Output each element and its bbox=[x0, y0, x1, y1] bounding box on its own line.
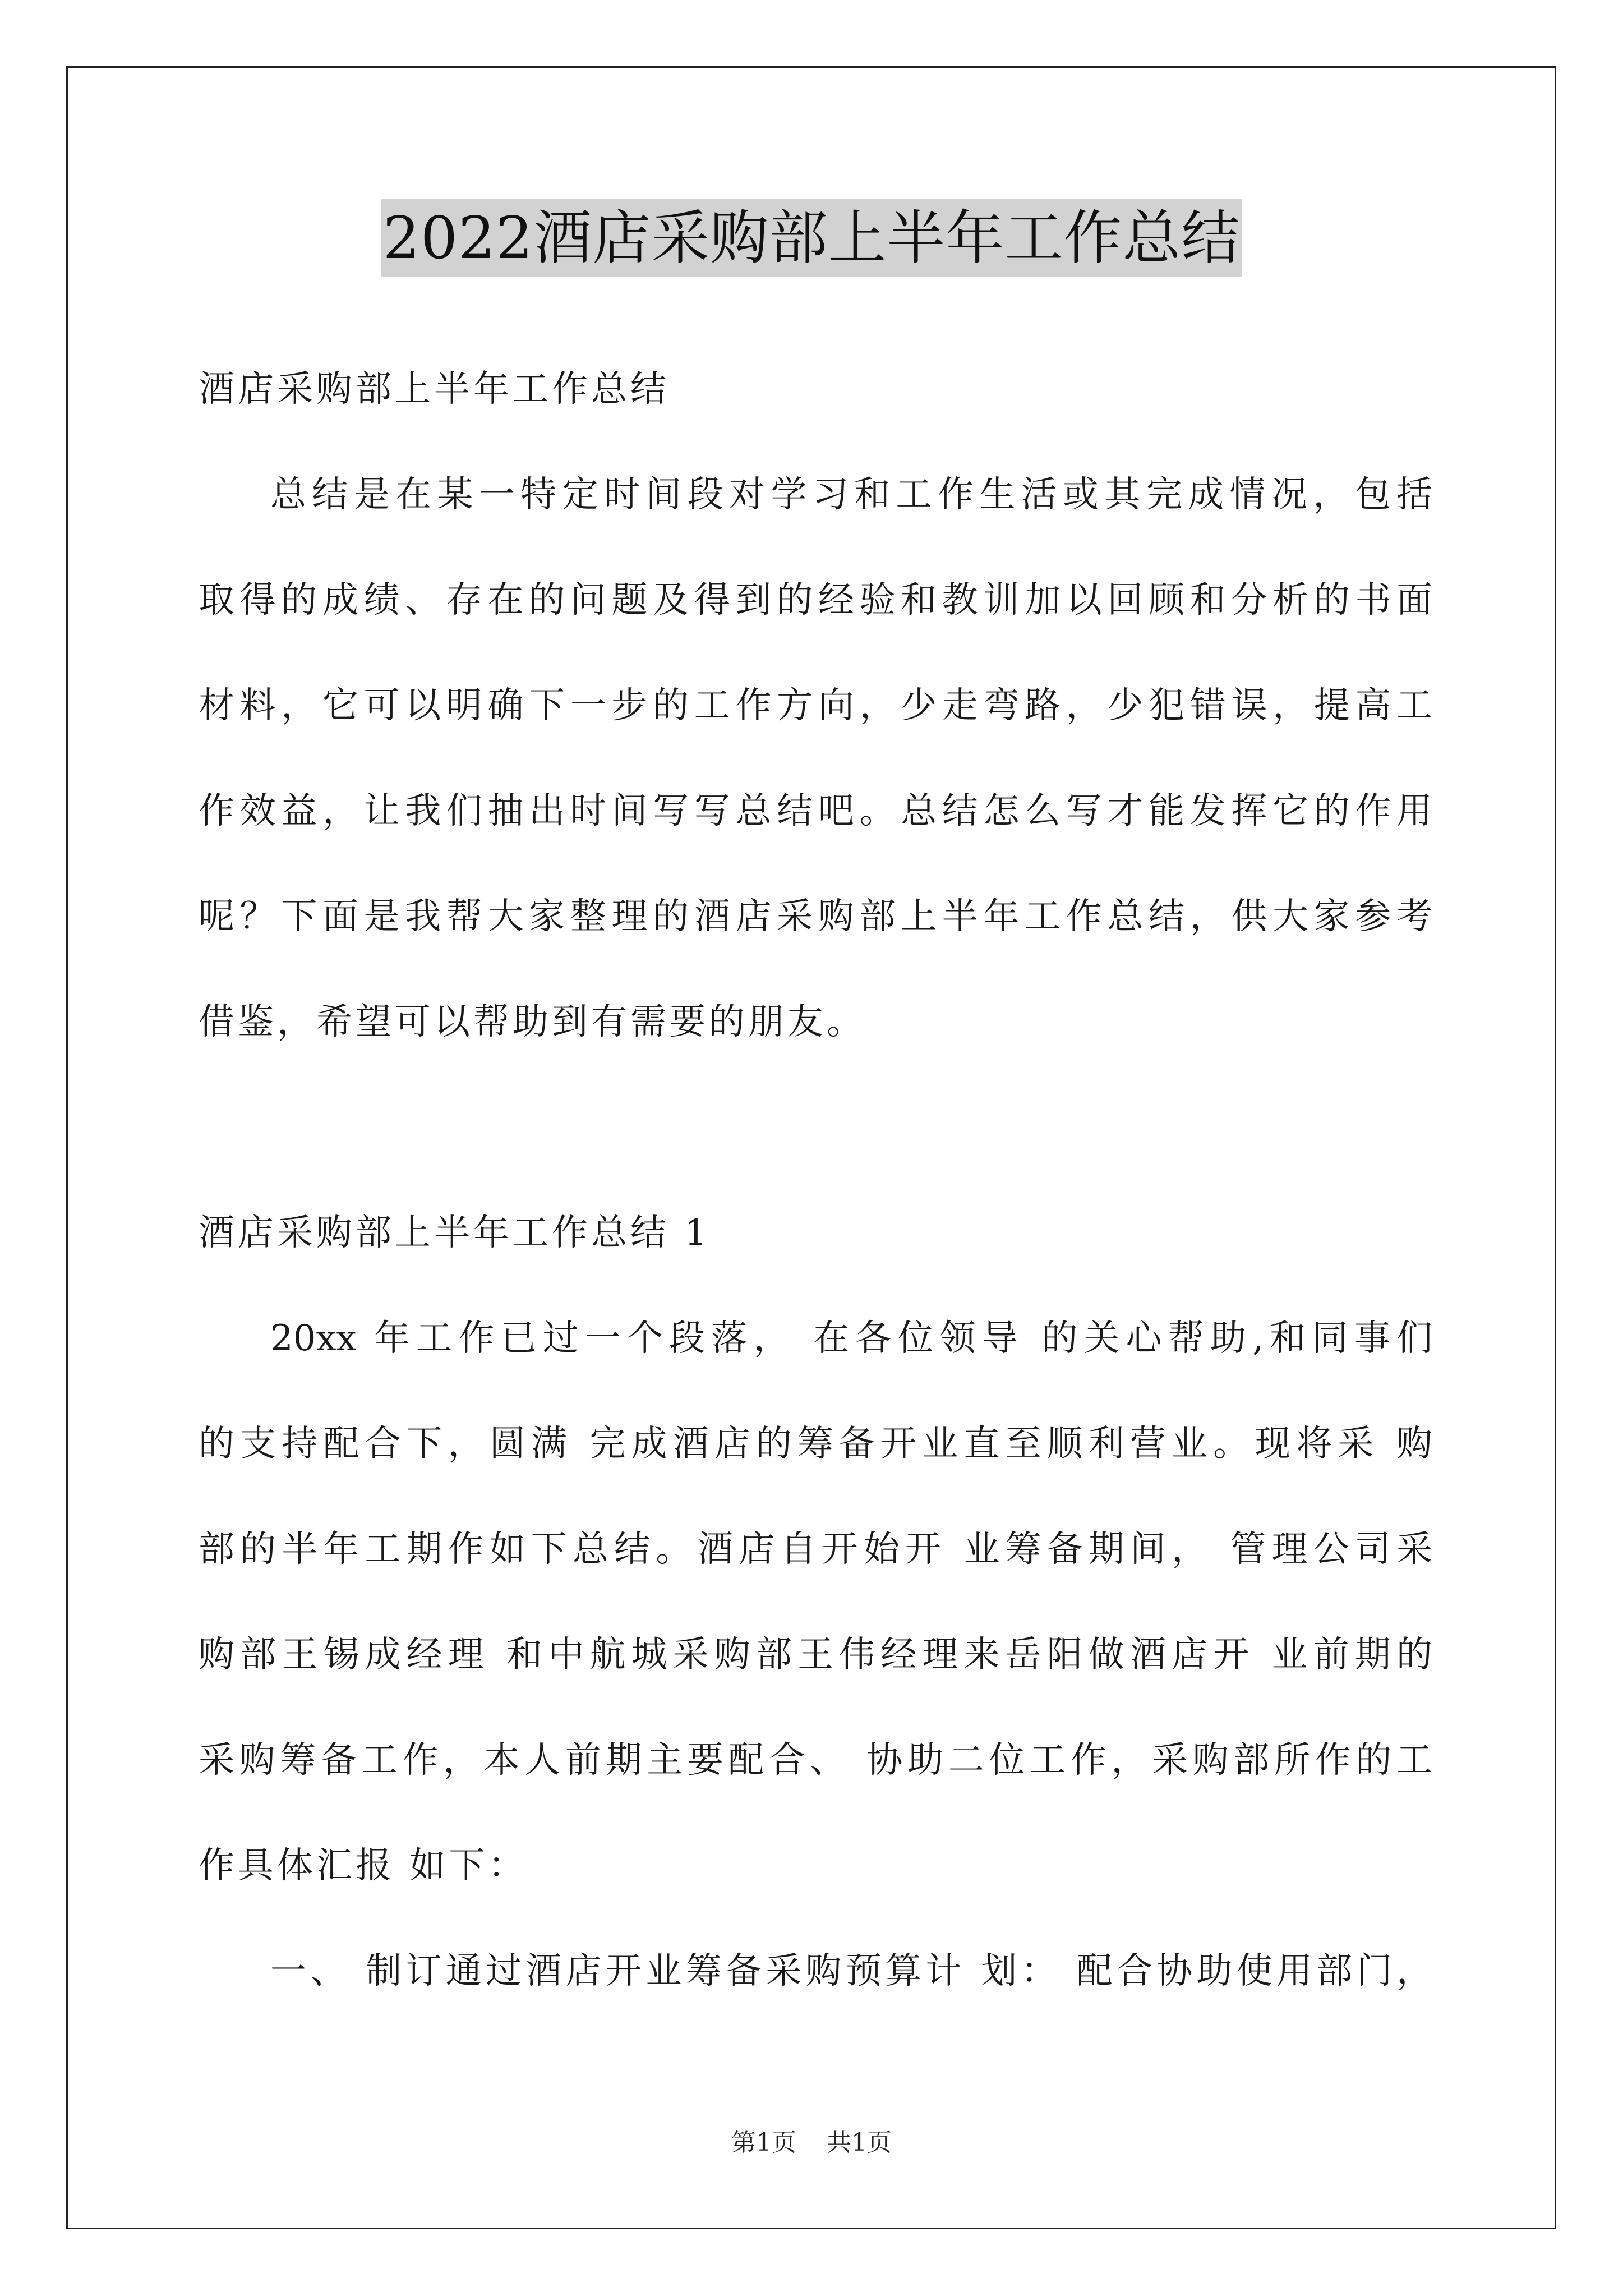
paragraph-line: 取得的成绩、存在的问题及得到的经验和教训加以回顾和分析的书面 bbox=[199, 579, 1432, 621]
paragraph-line: 作效益，让我们抽出时间写写总结吧。总结怎么写才能发挥它的作用 bbox=[199, 790, 1432, 832]
paragraph-line: 借鉴，希望可以帮助到有需要的朋友。 bbox=[199, 1001, 866, 1043]
subtitle: 酒店采购部上半年工作总结 bbox=[199, 369, 670, 410]
paragraph-line: 部的半年工期作如下总结。酒店自开始开 业筹备期间， 管理公司采 bbox=[199, 1529, 1432, 1570]
paragraph-line: 总结是在某一特定时间段对学习和工作生活或其完成情况，包括 bbox=[270, 474, 1432, 516]
document-body bbox=[199, 337, 1432, 2024]
page-footer bbox=[0, 2126, 1623, 2160]
paragraph-line: 购部王锡成经理 和中航城采购部王伟经理来岳阳做酒店开 业前期的 bbox=[199, 1634, 1432, 1676]
list-item-line: 一、 制订通过酒店开业筹备采购预算计 划： 配合协助使用部门， bbox=[270, 1950, 1432, 1992]
paragraph-line: 材料，它可以明确下一步的工作方向，少走弯路，少犯错误，提高工 bbox=[199, 685, 1432, 726]
page-number-total: 共1页 bbox=[827, 2128, 892, 2157]
paragraph-line: 的支持配合下，圆满 完成酒店的筹备开业直至顺利营业。现将采 购 bbox=[199, 1423, 1432, 1465]
page-number-current: 第1页 bbox=[731, 2128, 796, 2157]
section-heading: 酒店采购部上半年工作总结 1 bbox=[199, 1212, 711, 1254]
paragraph-gap bbox=[199, 1075, 1432, 1180]
paragraph-line: 作具体汇报 如下： bbox=[199, 1845, 528, 1887]
document-title: 2022酒店采购部上半年工作总结 bbox=[381, 199, 1243, 277]
title-container bbox=[0, 199, 1623, 277]
paragraph-line: 呢？下面是我帮大家整理的酒店采购部上半年工作总结，供大家参考 bbox=[199, 896, 1432, 937]
paragraph-line: 20xx 年工作已过一个段落， 在各位领导 的关心帮助,和同事们 bbox=[270, 1318, 1432, 1359]
paragraph-line: 采购筹备工作，本人前期主要配合、 协助二位工作，采购部所作的工 bbox=[199, 1740, 1432, 1781]
